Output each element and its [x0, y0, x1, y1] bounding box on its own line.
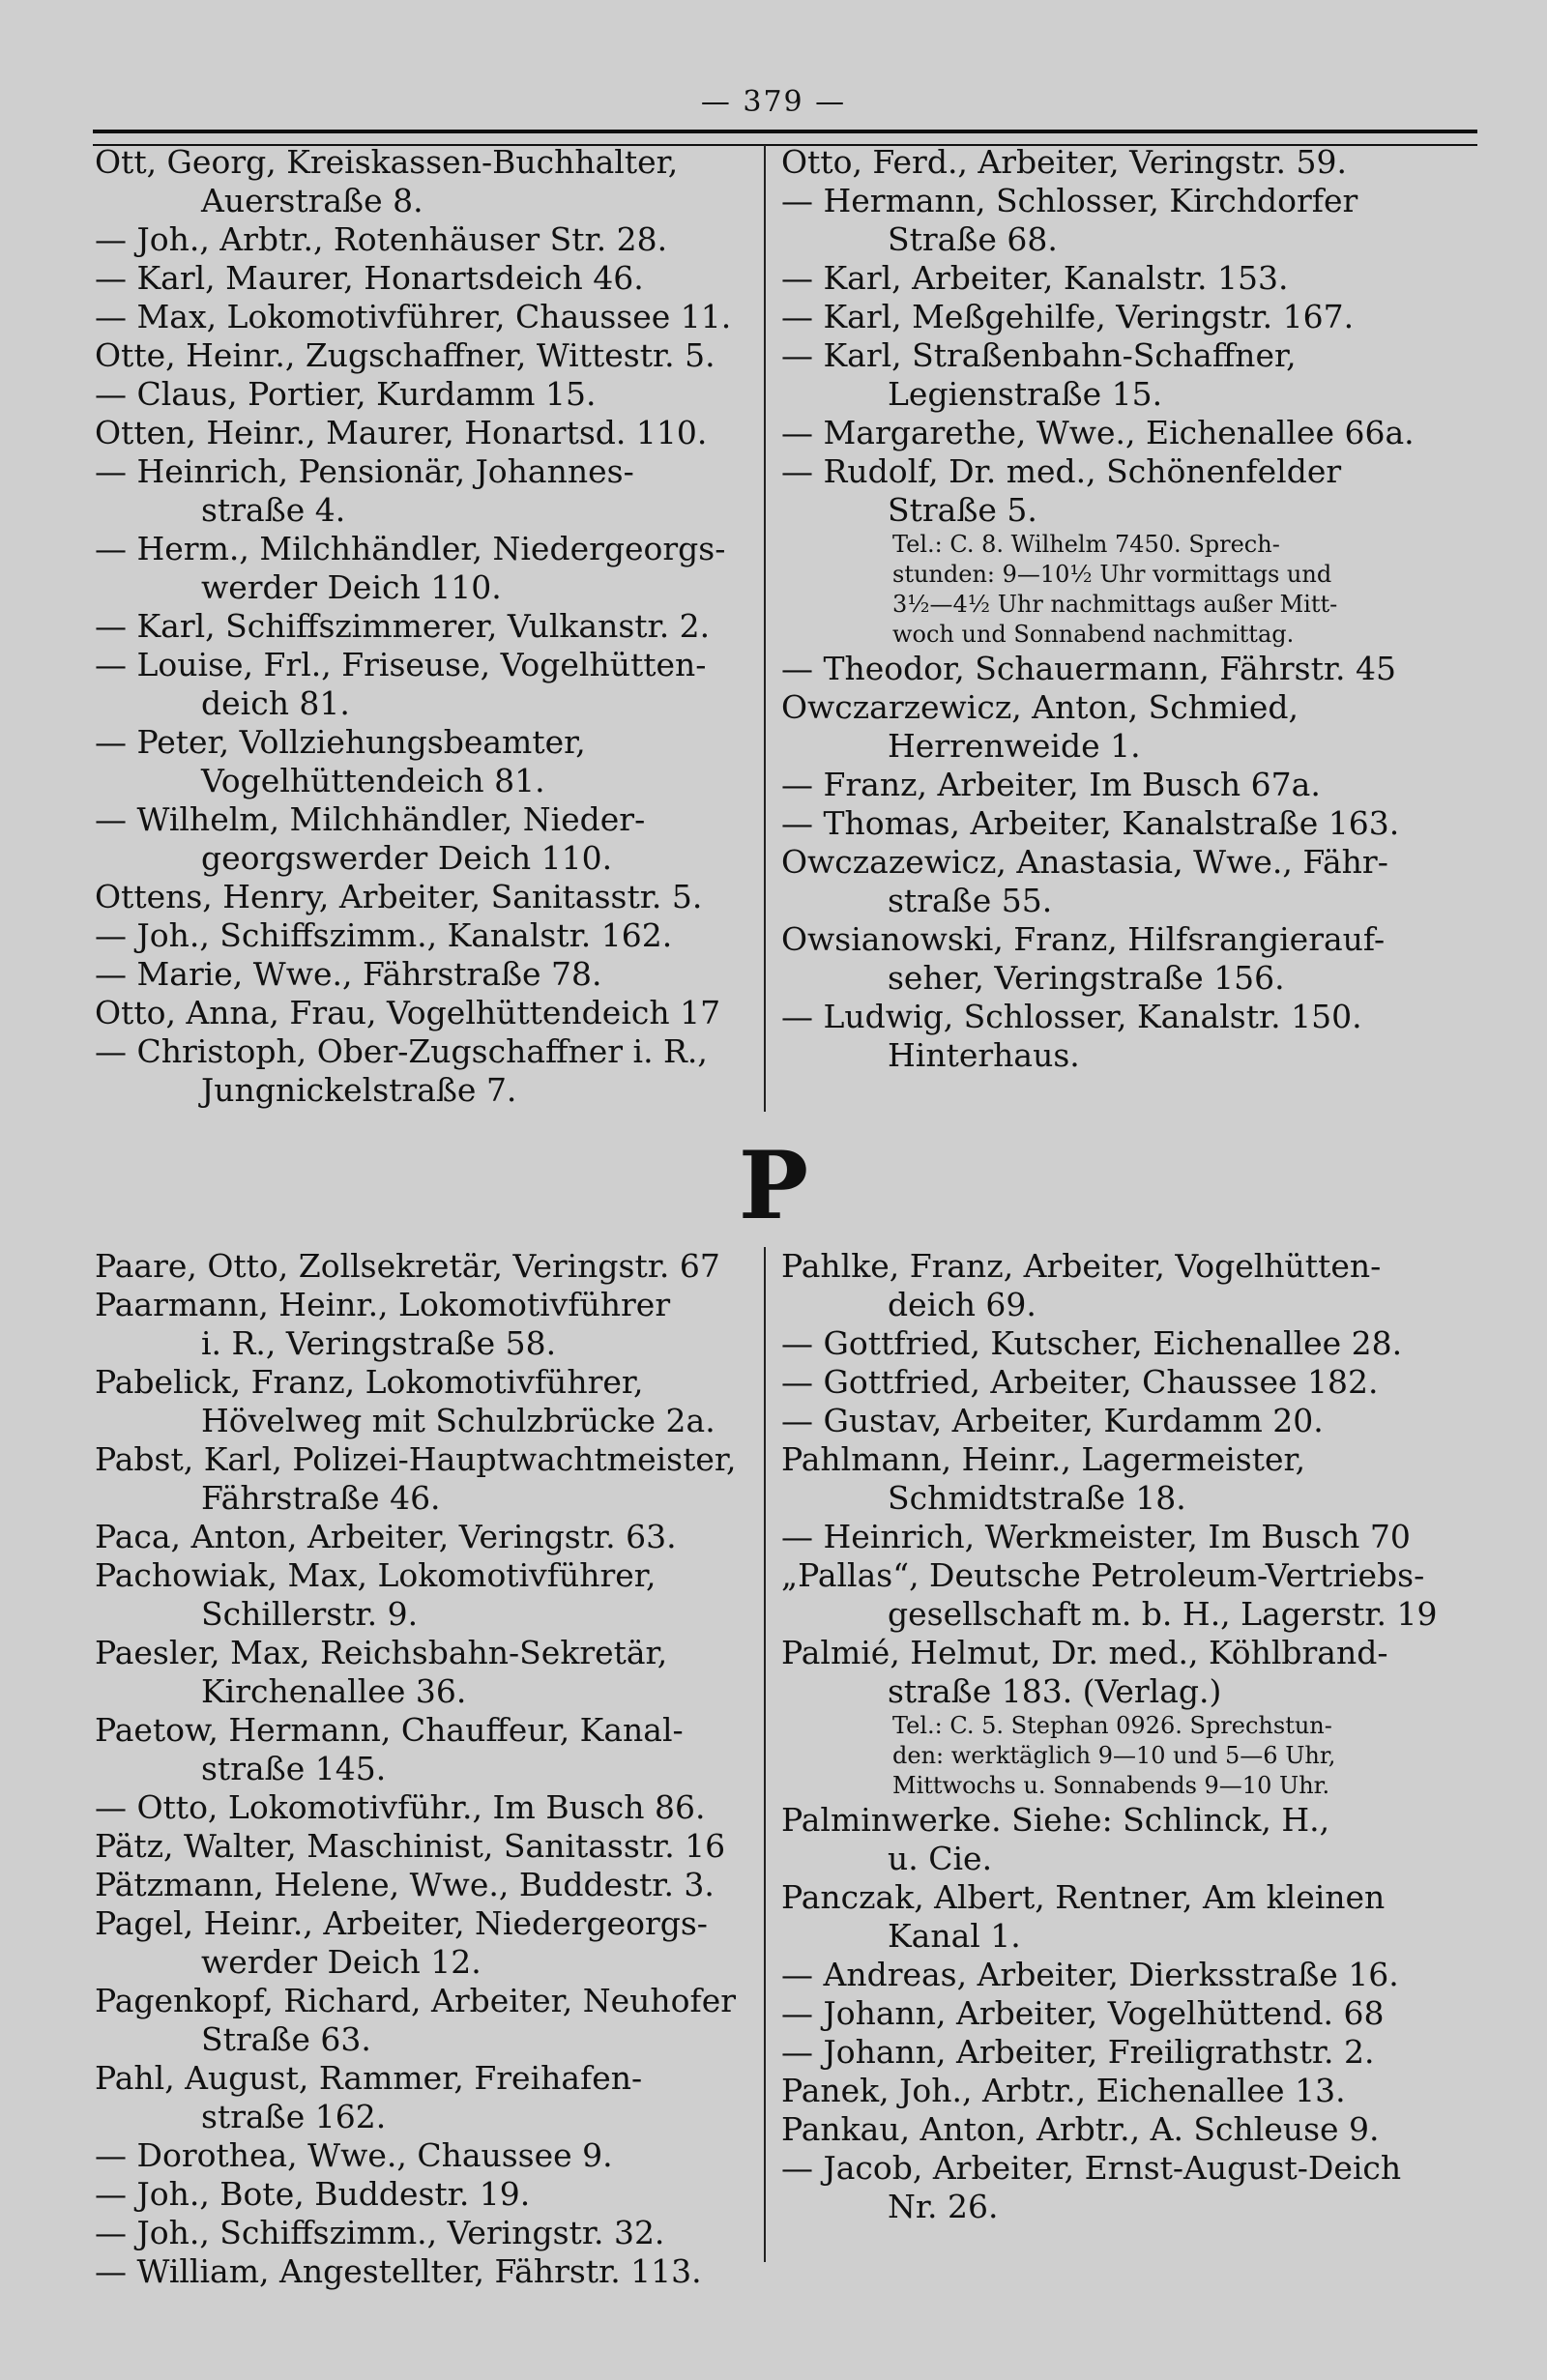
entry-continuation: werder Deich 12. — [201, 1943, 482, 1981]
entry-line: Paarmann, Heinr., Lokomotivführer — [95, 1286, 671, 1323]
directory-entry — [95, 414, 752, 452]
directory-entry — [95, 916, 752, 955]
directory-entry — [95, 1711, 762, 1788]
entry-line: — Otto, Lokomotivführ., Im Busch 86. — [95, 1788, 706, 1826]
directory-entry — [781, 259, 1448, 298]
note-line: stunden: 9—10½ Uhr vormittags und — [892, 561, 1332, 588]
directory-entry — [95, 143, 752, 220]
entry-continuation: Herrenweide 1. — [888, 727, 1141, 765]
entry-line: Ott, Georg, Kreiskassen-Buchhalter, — [95, 143, 679, 181]
directory-entry — [95, 1556, 762, 1634]
entry-line: Pahlke, Franz, Arbeiter, Vogelhütten- — [781, 1247, 1382, 1285]
directory-entry — [95, 2059, 762, 2136]
entry-continuation: Nr. 26. — [888, 2188, 999, 2225]
entry-line: — Franz, Arbeiter, Im Busch 67a. — [781, 766, 1321, 803]
directory-entry — [781, 1994, 1448, 2033]
directory-entry — [95, 452, 752, 530]
entry-continuation: Kanal 1. — [888, 1917, 1021, 1955]
directory-entry — [95, 994, 752, 1032]
directory-entry — [781, 2033, 1448, 2072]
entry-line: — Karl, Schiffszimmerer, Vulkanstr. 2. — [95, 607, 711, 645]
entry-line: Pätz, Walter, Maschinist, Sanitasstr. 16 — [95, 1827, 726, 1865]
directory-entry — [781, 2072, 1448, 2110]
note-line: Mittwochs u. Sonnabends 9—10 Uhr. — [892, 1772, 1330, 1799]
entry-line: — Jacob, Arbeiter, Ernst-August-Deich — [781, 2149, 1402, 2187]
directory-entry — [95, 800, 752, 878]
entry-line: — Johann, Arbeiter, Freiligrathstr. 2. — [781, 2033, 1375, 2071]
entry-line: Otto, Ferd., Arbeiter, Veringstr. 59. — [781, 143, 1347, 181]
directory-entry — [781, 650, 1448, 688]
entry-continuation: deich 69. — [888, 1286, 1036, 1323]
entry-line: Palminwerke. Siehe: Schlinck, H., — [781, 1801, 1330, 1839]
directory-entry — [95, 1286, 762, 1363]
directory-entry — [95, 723, 752, 800]
entry-line: — Joh., Schiffszimm., Veringstr. 32. — [95, 2214, 665, 2251]
entry-continuation: straße 55. — [888, 882, 1053, 919]
directory-entry — [781, 143, 1448, 182]
entry-note — [781, 1711, 1448, 1801]
entry-line: — Karl, Maurer, Honartsdeich 46. — [95, 259, 644, 297]
directory-entry — [95, 878, 752, 916]
directory-entry — [95, 1982, 762, 2059]
entry-note — [781, 530, 1448, 650]
entry-line: Panczak, Albert, Rentner, Am kleinen — [781, 1878, 1386, 1916]
directory-entry — [781, 182, 1448, 259]
page-number: — 379 — — [700, 85, 847, 119]
entry-line: — Heinrich, Werkmeister, Im Busch 70 — [781, 1518, 1411, 1555]
entry-continuation: Schmidtstraße 18. — [888, 1479, 1186, 1517]
directory-entry — [781, 1518, 1448, 1556]
entry-line: Pankau, Anton, Arbtr., A. Schleuse 9. — [781, 2110, 1380, 2148]
directory-entry — [781, 688, 1448, 766]
directory-entry — [781, 1402, 1448, 1440]
directory-entry — [95, 2136, 762, 2175]
directory-entry — [95, 1866, 762, 1904]
entry-continuation: i. R., Veringstraße 58. — [201, 1324, 557, 1362]
directory-entry — [95, 2214, 762, 2252]
directory-entry — [95, 2252, 762, 2291]
directory-entry — [95, 1440, 762, 1518]
directory-entry — [781, 1634, 1448, 1711]
directory-entry — [95, 646, 752, 723]
entry-line: — Heinrich, Pensionär, Johannes- — [95, 452, 634, 490]
note-line: Tel.: C. 5. Stephan 0926. Sprechstun- — [892, 1712, 1332, 1739]
entry-line: — Karl, Straßenbahn-Schaffner, — [781, 336, 1297, 374]
note-line: den: werktäglich 9—10 und 5—6 Uhr, — [892, 1742, 1336, 1769]
entry-line: Pätzmann, Helene, Wwe., Buddestr. 3. — [95, 1866, 715, 1903]
entry-line: — Marie, Wwe., Fährstraße 78. — [95, 955, 602, 993]
note-line: Tel.: C. 8. Wilhelm 7450. Sprech- — [892, 531, 1280, 558]
directory-entry — [95, 298, 752, 336]
directory-entry — [95, 1518, 762, 1556]
directory-entry — [95, 1788, 762, 1827]
directory-entry — [781, 2149, 1448, 2226]
directory-entry — [95, 607, 752, 646]
directory-entry — [95, 1827, 762, 1866]
entry-line: — Gottfried, Kutscher, Eichenallee 28. — [781, 1324, 1403, 1362]
entry-line: — Andreas, Arbeiter, Dierksstraße 16. — [781, 1956, 1399, 1993]
entry-line: Paca, Anton, Arbeiter, Veringstr. 63. — [95, 1518, 677, 1555]
entry-line: — Ludwig, Schlosser, Kanalstr. 150. — [781, 998, 1362, 1035]
left-column-top — [95, 143, 752, 1110]
entry-line: Pachowiak, Max, Lokomotivführer, — [95, 1556, 657, 1594]
directory-entry — [781, 804, 1448, 843]
entry-line: Otten, Heinr., Maurer, Honartsd. 110. — [95, 414, 708, 451]
directory-entry — [781, 1247, 1448, 1324]
entry-line: — Joh., Arbtr., Rotenhäuser Str. 28. — [95, 220, 668, 258]
entry-line: — Claus, Portier, Kurdamm 15. — [95, 375, 597, 413]
directory-entry — [95, 1634, 762, 1711]
directory-entry — [781, 920, 1448, 998]
directory-entry — [95, 1247, 762, 1286]
entry-line: Owsianowski, Franz, Hilfsrangierauf- — [781, 920, 1386, 958]
directory-entry — [95, 955, 752, 994]
section-letter: P — [738, 1131, 809, 1240]
directory-entry — [781, 843, 1448, 920]
entry-line: — Rudolf, Dr. med., Schönenfelder — [781, 452, 1342, 490]
entry-continuation: Hövelweg mit Schulzbrücke 2a. — [201, 1402, 715, 1439]
entry-continuation: Straße 5. — [888, 491, 1037, 529]
entry-continuation: u. Cie. — [888, 1840, 993, 1877]
entry-line: — William, Angestellter, Fährstr. 113. — [95, 2252, 702, 2290]
directory-entry — [781, 2110, 1448, 2149]
entry-line: — Christoph, Ober-Zugschaffner i. R., — [95, 1032, 708, 1070]
entry-line: Owczarzewicz, Anton, Schmied, — [781, 688, 1299, 726]
entry-line: — Dorothea, Wwe., Chaussee 9. — [95, 2136, 613, 2174]
entry-line: — Johann, Arbeiter, Vogelhüttend. 68 — [781, 1994, 1385, 2032]
entry-line: — Thomas, Arbeiter, Kanalstraße 163. — [781, 804, 1400, 842]
note-line: woch und Sonnabend nachmittag. — [892, 621, 1295, 648]
entry-line: Owczazewicz, Anastasia, Wwe., Fähr- — [781, 843, 1388, 881]
entry-continuation: Hinterhaus. — [888, 1036, 1080, 1074]
entry-line: Paare, Otto, Zollsekretär, Veringstr. 67 — [95, 1247, 720, 1285]
column-divider-bottom — [764, 1247, 766, 2262]
entry-line: Pahl, August, Rammer, Freihafen- — [95, 2059, 643, 2097]
directory-entry — [95, 375, 752, 414]
entry-line: „Pallas“, Deutsche Petroleum-Vertriebs- — [781, 1556, 1425, 1594]
entry-continuation: Schillerstr. 9. — [201, 1595, 419, 1633]
entry-line: — Gottfried, Arbeiter, Chaussee 182. — [781, 1363, 1379, 1401]
entry-continuation: Legienstraße 15. — [888, 375, 1163, 413]
entry-line: — Hermann, Schlosser, Kirchdorfer — [781, 182, 1358, 219]
entry-continuation: Kirchenallee 36. — [201, 1672, 467, 1710]
directory-entry — [781, 1956, 1448, 1994]
directory-entry — [95, 336, 752, 375]
entry-line: Otto, Anna, Frau, Vogelhüttendeich 17 — [95, 994, 721, 1031]
directory-entry — [781, 414, 1448, 452]
directory-entry — [95, 1363, 762, 1440]
right-column-top — [781, 143, 1448, 1075]
directory-entry — [781, 998, 1448, 1075]
entry-continuation: georgswerder Deich 110. — [201, 839, 613, 877]
entry-continuation: straße 162. — [201, 2098, 387, 2135]
entry-continuation: Straße 63. — [201, 2020, 371, 2058]
directory-entry — [95, 1904, 762, 1982]
entry-line: — Herm., Milchhändler, Niedergeorgs- — [95, 530, 726, 567]
directory-entry — [95, 530, 752, 607]
entry-continuation: deich 81. — [201, 684, 350, 722]
entry-line: Otte, Heinr., Zugschaffner, Wittestr. 5. — [95, 336, 715, 374]
right-column-bottom — [781, 1247, 1448, 2226]
entry-line: Ottens, Henry, Arbeiter, Sanitasstr. 5. — [95, 878, 703, 915]
entry-line: Pabst, Karl, Polizei-Hauptwachtmeister, — [95, 1440, 737, 1478]
entry-line: — Karl, Arbeiter, Kanalstr. 153. — [781, 259, 1289, 297]
directory-entry — [781, 766, 1448, 804]
entry-line: — Wilhelm, Milchhändler, Nieder- — [95, 800, 646, 838]
directory-entry — [781, 336, 1448, 414]
left-column-bottom — [95, 1247, 762, 2291]
entry-continuation: Fährstraße 46. — [201, 1479, 441, 1517]
entry-line: — Margarethe, Wwe., Eichenallee 66a. — [781, 414, 1415, 451]
entry-line: — Max, Lokomotivführer, Chaussee 11. — [95, 298, 732, 335]
directory-entry — [781, 1363, 1448, 1402]
directory-entry — [781, 1801, 1448, 1878]
entry-line: Pagenkopf, Richard, Arbeiter, Neuhofer — [95, 1982, 737, 2019]
entry-continuation: Auerstraße 8. — [201, 182, 423, 219]
directory-entry — [781, 1556, 1448, 1634]
entry-line: Pahlmann, Heinr., Lagermeister, — [781, 1440, 1306, 1478]
entry-continuation: werder Deich 110. — [201, 568, 502, 606]
directory-entry — [95, 2175, 762, 2214]
entry-line: Pagel, Heinr., Arbeiter, Niedergeorgs- — [95, 1904, 708, 1942]
entry-line: — Louise, Frl., Friseuse, Vogelhütten- — [95, 646, 707, 683]
directory-entry — [95, 1032, 752, 1110]
entry-continuation: gesellschaft m. b. H., Lagerstr. 19 — [888, 1595, 1438, 1633]
entry-line: — Theodor, Schauermann, Fährstr. 45 — [781, 650, 1396, 687]
directory-entry — [781, 298, 1448, 336]
entry-line: Paetow, Hermann, Chauffeur, Kanal- — [95, 1711, 684, 1749]
entry-continuation: straße 4. — [201, 491, 346, 529]
directory-entry — [781, 452, 1448, 530]
directory-entry — [95, 259, 752, 298]
directory-entry — [781, 1878, 1448, 1956]
entry-continuation: straße 183. (Verlag.) — [888, 1672, 1222, 1710]
entry-line: — Joh., Bote, Buddestr. 19. — [95, 2175, 531, 2213]
entry-continuation: Straße 68. — [888, 220, 1058, 258]
entry-continuation: Jungnickelstraße 7. — [201, 1071, 517, 1109]
entry-continuation: Vogelhüttendeich 81. — [201, 762, 545, 799]
entry-line: — Karl, Meßgehilfe, Veringstr. 167. — [781, 298, 1355, 335]
entry-line: — Peter, Vollziehungsbeamter, — [95, 723, 586, 761]
note-line: 3½—4½ Uhr nachmittags außer Mitt- — [892, 591, 1338, 618]
directory-entry — [781, 1440, 1448, 1518]
entry-line: Palmié, Helmut, Dr. med., Köhlbrand- — [781, 1634, 1388, 1671]
entry-line: Panek, Joh., Arbtr., Eichenallee 13. — [781, 2072, 1346, 2109]
entry-line: Paesler, Max, Reichsbahn-Sekretär, — [95, 1634, 668, 1671]
entry-line: Pabelick, Franz, Lokomotivführer, — [95, 1363, 644, 1401]
column-divider-top — [764, 145, 766, 1112]
entry-line: — Gustav, Arbeiter, Kurdamm 20. — [781, 1402, 1324, 1439]
entry-continuation: seher, Veringstraße 156. — [888, 959, 1285, 997]
entry-line: — Joh., Schiffszimm., Kanalstr. 162. — [95, 916, 673, 954]
directory-entry — [781, 1324, 1448, 1363]
directory-entry — [95, 220, 752, 259]
entry-continuation: straße 145. — [201, 1750, 387, 1787]
